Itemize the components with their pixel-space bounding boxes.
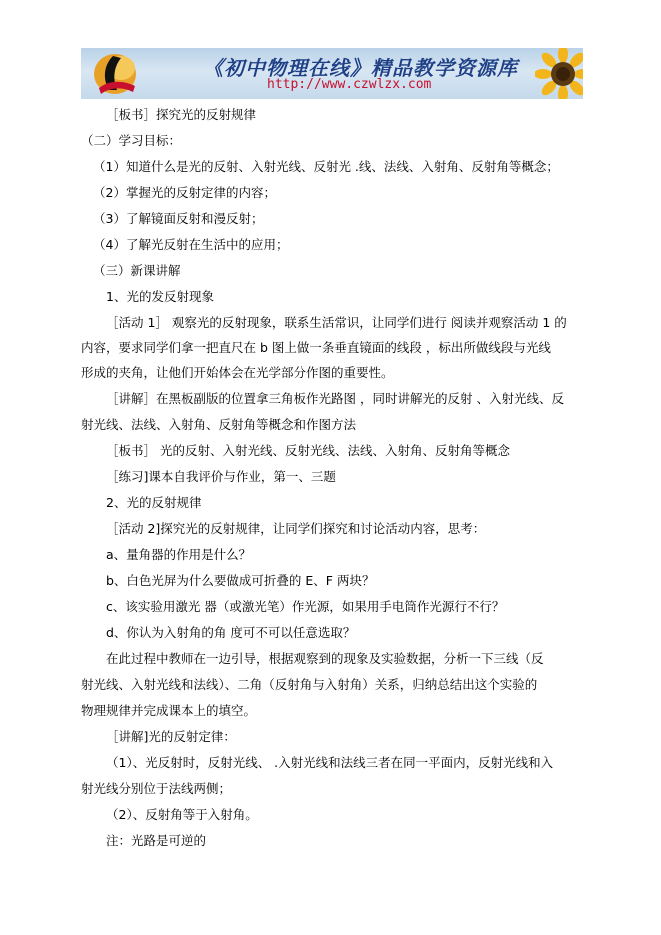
paragraph-line: 物理规律并完成课本上的填空。 [81,703,257,718]
paragraph-line: ［活动 2]探究光的反射规律，让同学们探究和讨论活动内容，思考： [106,521,486,536]
paragraph-line: 射光线、法线、入射角、反射角等概念和作图方法 [81,417,357,432]
section-heading: （二）学习目标： [81,133,182,148]
question-item: b、白色光屏为什么要做成可折叠的 E、F 两块？ [106,573,375,588]
law-item: 射光线分别位于法线两侧； [81,781,232,796]
paragraph-line: 射光线、入射光线和法线）、二角（反射角与入射角）关系，归纳总结出这个实验的 [81,677,538,692]
site-title: 《初中物理在线》精品教学资源库 [203,56,518,80]
goal-item: （2）掌握光的反射定律的内容； [93,185,276,200]
subsection-heading: 1、光的发反射现象 [106,289,214,304]
goal-item: （4）了解光反射在生活中的应用； [93,237,289,252]
lecture-note: ［讲解]光的反射定律： [106,729,236,744]
board-note-title: ［板书］探究光的反射规律 [106,107,257,122]
paragraph-line: 内容，要求同学们拿一把直尺在 b 图上做一条垂直镜面的线段 ，标出所做线段与光线 [81,340,551,355]
question-item: d、你认为入射角的角 度可不可以任意选取？ [106,625,356,640]
note-line: 注：光路是可逆的 [106,833,207,848]
paragraph-line: ［讲解］在黑板副版的位置拿三角板作光路图 ，同时讲解光的反射 、入射光线、反 [106,391,564,406]
goal-item: （3）了解镜面反射和漫反射； [93,211,264,226]
subsection-heading: 2、光的反射规律 [106,495,202,510]
paragraph-line: ［活动 1］ 观察光的反射现象，联系生活常识，让同学们进行 阅读并观察活动 1 的 [106,315,567,330]
header-banner [81,48,583,99]
exercise-note: ［练习]课本自我评价与作业，第一、三题 [106,469,336,484]
section-heading: （三）新课讲解 [93,263,181,278]
law-item: （2）、反射角等于入射角。 [106,807,258,822]
goal-item: （1）知道什么是光的反射、入射光线、反射光 .线、法线、入射角、反射角等概念； [93,159,559,174]
question-item: a、量角器的作用是什么？ [106,547,252,562]
logo-icon [91,50,139,97]
question-item: c、该实验用激光 器（或激光笔）作光源，如果用手电筒作光源行不行？ [106,599,505,614]
law-item: （1）、光反射时，反射光线、 .入射光线和法线三者在同一平面内，反射光线和入 [106,755,554,770]
paragraph-line: 在此过程中教师在一边引导，根据观察到的现象及实验数据，分析一下三线（反 [106,651,544,666]
board-note: ［板书］ 光的反射、入射光线、反射光线、法线、入射角、反射角等概念 [106,443,510,458]
sunflower-icon [535,48,583,99]
site-url[interactable]: http://www.czwlzx.com [267,77,432,92]
paragraph-line: 形成的夹角，让他们开始体会在光学部分作图的重要性。 [81,365,394,380]
